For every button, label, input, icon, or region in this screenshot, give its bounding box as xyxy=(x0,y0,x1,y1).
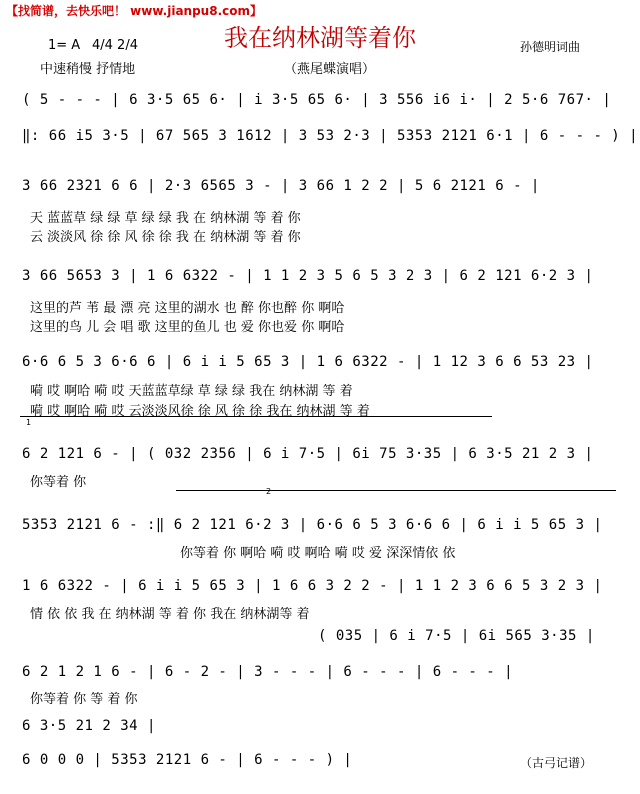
score-row-6: 6 2 121 6 - | ( 032 2356 | 6 i 7·5 | 6i 75 3·35 | 6 3·5 21 2 3 | xyxy=(22,446,594,462)
lyric-row-3-verse-1: 天 蓝蓝草 绿 绿 草 绿 绿 我 在 纳林湖 等 着 你 xyxy=(30,211,301,226)
credit: 孙德明词曲 xyxy=(520,40,581,54)
song-title: 我在纳林湖等着你 xyxy=(224,24,416,52)
score-row-10: 6 2 1 2 1 6 - | 6 - 2 - | 3 - - - | 6 - - - | 6 - - - | xyxy=(22,664,514,680)
score-row-8: 1 6 6322 - | 6 i i 5 65 3 | 1 6 6 3 2 2 - | 1 1 2 3 6 6 5 3 2 3 | xyxy=(22,578,603,594)
volta-2-bracket xyxy=(176,490,616,495)
lyric-row-6: 你等着 你 xyxy=(30,475,87,490)
lyric-row-5-verse-1: 嗬 哎 啊哈 嗬 哎 天蓝蓝草绿 草 绿 绿 我在 纳林湖 等 着 xyxy=(30,384,353,399)
score-row-9: ( 035 | 6 i 7·5 | 6i 565 3·35 | xyxy=(318,628,595,644)
volta-1-bracket xyxy=(20,416,492,421)
volta-2-number: 2 xyxy=(266,487,272,496)
score-row-4: 3 66 5653 3 | 1 6 6322 - | 1 1 2 3 5 6 5 3 2 3 | 6 2 121 6·2 3 | xyxy=(22,268,594,284)
lyric-row-5-verse-2: 嗬 哎 啊哈 嗬 哎 云淡淡风徐 徐 风 徐 徐 我在 纳林湖 等 着 xyxy=(30,404,370,419)
tempo-marking: 中速稍慢 抒情地 xyxy=(40,62,136,77)
lyric-row-3-verse-2: 云 淡淡风 徐 徐 风 徐 徐 我 在 纳林湖 等 着 你 xyxy=(30,230,301,245)
score-row-11: 6 3·5 21 2 34 | xyxy=(22,718,156,734)
lyric-row-4-verse-2: 这里的鸟 儿 会 唱 歌 这里的鱼儿 也 爱 你也爱 你 啊哈 xyxy=(30,320,345,335)
lyric-row-10: 你等着 你 等 着 你 xyxy=(30,692,138,707)
volta-1-number: 1 xyxy=(26,418,32,427)
score-row-1: ( 5 - - - | 6 3·5 65 6· | i 3·5 65 6· | 3 556 i6 i· | 2 5·6 767· | xyxy=(22,92,612,108)
time-signature: 4/4 2/4 xyxy=(92,38,138,53)
score-row-5: 6·6 6 5 3 6·6 6 | 6 i i 5 65 3 | 1 6 6322 - | 1 12 3 6 6 53 23 | xyxy=(22,354,594,370)
score-row-2: ‖: 66 i5 3·5 | 67 565 3 1612 | 3 53 2·3 | 5353 2121 6·1 | 6 - - - ) | xyxy=(22,128,639,144)
score-row-12: 6 0 0 0 | 5353 2121 6 - | 6 - - - ) | xyxy=(22,752,353,768)
score-row-3: 3 66 2321 6 6 | 2·3 6565 3 - | 3 66 1 2 2 | 5 6 2121 6 - | xyxy=(22,178,540,194)
lyric-row-7: 你等着 你 啊哈 嗬 哎 啊哈 嗬 哎 爱 深深情依 依 xyxy=(180,546,456,561)
key-signature: 1= A xyxy=(48,38,81,53)
lyric-row-8: 情 依 依 我 在 纳林湖 等 着 你 我在 纳林湖等 着 xyxy=(30,607,310,622)
performer: （燕尾蝶演唱） xyxy=(284,62,376,77)
watermark: 【找简谱，去快乐吧！ www.jianpu8.com】 xyxy=(6,4,262,18)
transcriber-note: （古弓记谱） xyxy=(520,756,593,770)
score-row-7: 5353 2121 6 - :‖ 6 2 121 6·2 3 | 6·6 6 5 3 6·6 6 | 6 i i 5 65 3 | xyxy=(22,517,603,533)
lyric-row-4-verse-1: 这里的芦 苇 最 漂 亮 这里的湖水 也 醉 你也醉 你 啊哈 xyxy=(30,301,345,316)
